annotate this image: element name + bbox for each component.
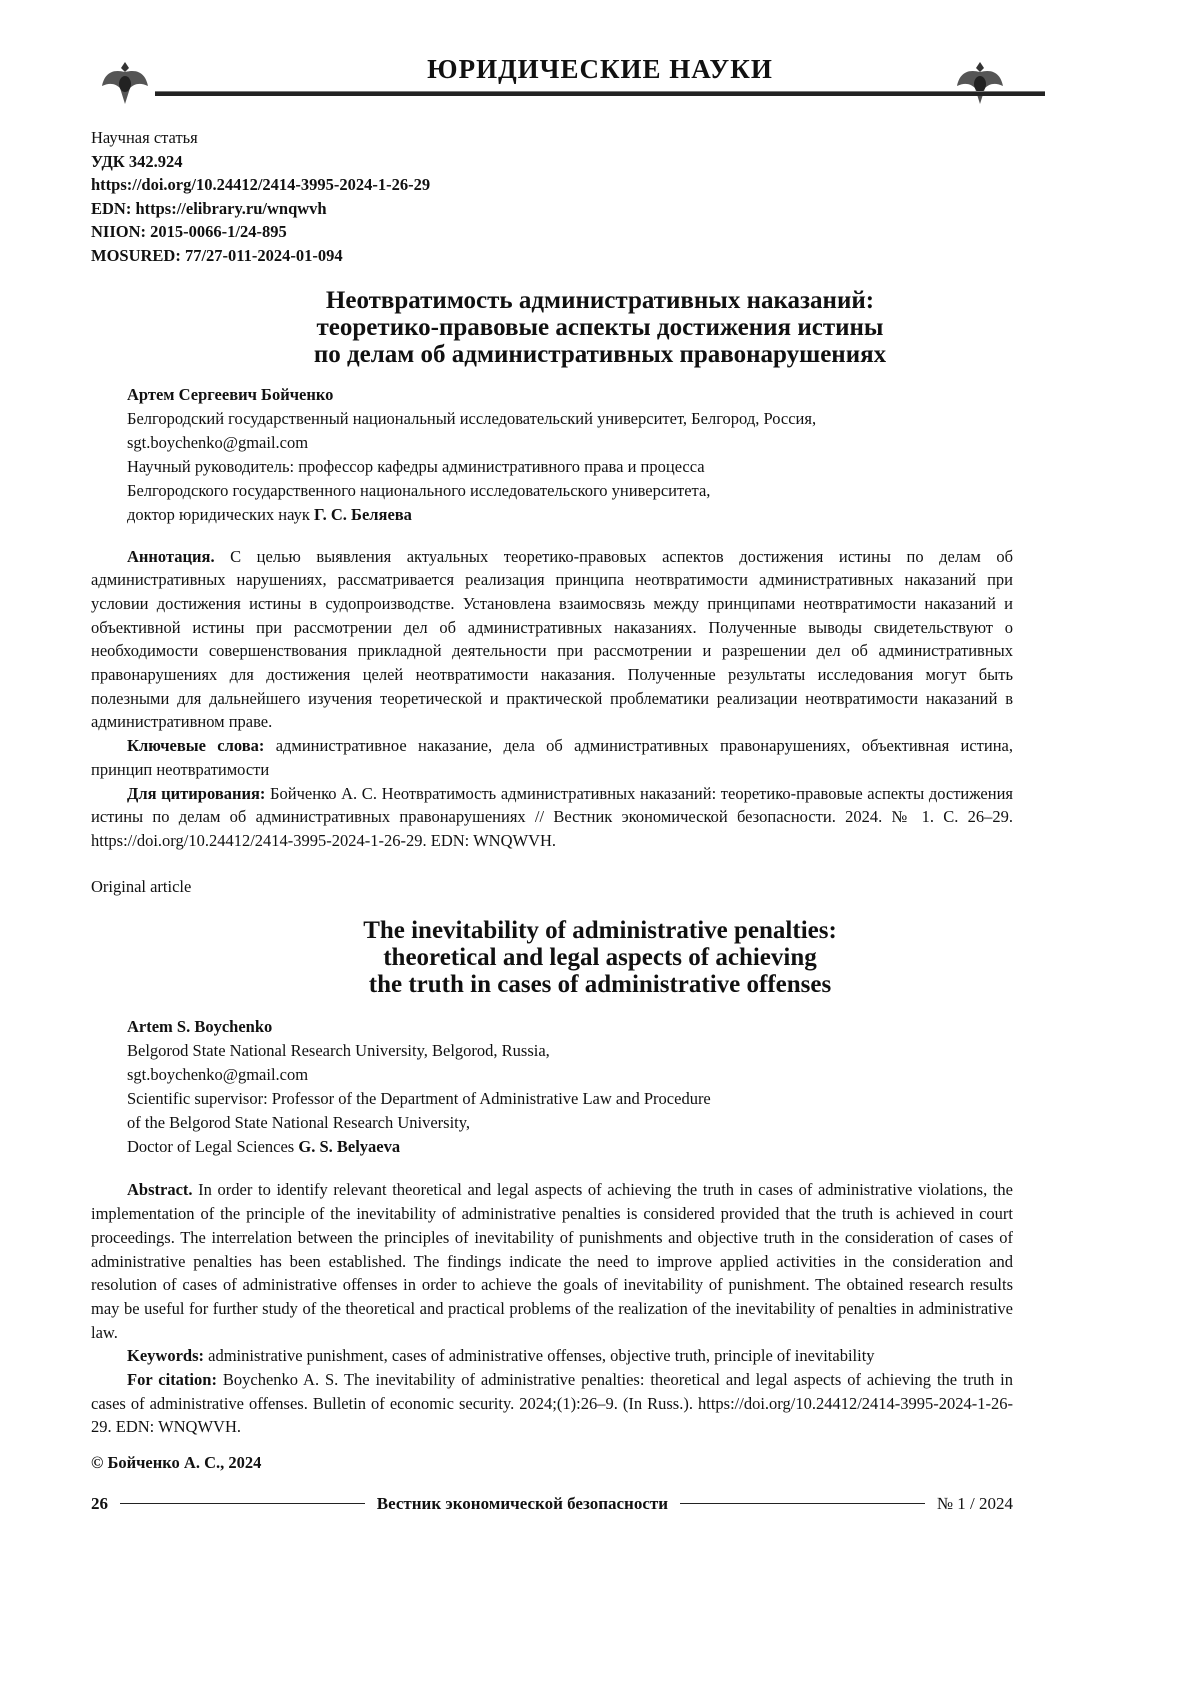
title-line: теоретико-правовые аспекты достижения истины [140,314,1060,341]
supervisor: of the Belgorod State National Research University, [127,1111,1013,1135]
keywords-label: Ключевые слова: [127,736,264,755]
en-author-block [127,1015,1013,1159]
title-line: The inevitability of administrative penalties: [140,917,1060,944]
supervisor-name: Г. С. Беляева [314,505,412,524]
citation [91,782,1013,853]
abstract [91,1178,1013,1344]
page-body [91,126,1013,1515]
title-line: по делам об административных правонарушениях [140,341,1060,368]
keywords-label: Keywords: [127,1346,204,1365]
affiliation: Belgorod State National Research University, Belgorod, Russia, [127,1039,1013,1063]
mosured: MOSURED: 77/27-011-2024-01-094 [91,244,1013,268]
journal-name: Вестник экономической безопасности [377,1493,668,1515]
supervisor-name: G. S. Belyaeva [298,1137,400,1156]
author-name: Artem S. Boychenko [127,1015,1013,1039]
title-line: Неотвратимость административных наказаний: [140,287,1060,314]
page-footer [91,1493,1013,1515]
keywords-text: administrative punishment, cases of administrative offenses, objective truth, principle of inevitability [204,1346,875,1365]
supervisor: Научный руководитель: профессор кафедры административного права и процесса [127,455,1013,479]
supervisor: доктор юридических наук [127,505,314,524]
en-title [140,917,1060,998]
title-line: theoretical and legal aspects of achieving [140,944,1060,971]
supervisor: Doctor of Legal Sciences [127,1137,298,1156]
email[interactable]: sgt.boychenko@gmail.com [127,431,1013,455]
section-title: ЮРИДИЧЕСКИЕ НАУКИ [0,54,1200,85]
article-metadata [91,126,1013,268]
abstract-text: С целью выявления актуальных теоретико-правовых аспектов достижения истины по делам об административных нарушениях, рассматривается реализация принципа неотвратимости административных наказаний при условии достижения истины в судопроизводстве. Установлена взаимосвязь между принципами неотвратимости наказаний и объективной истины при рассмотрении дел об административных наказаниях. Полученные выводы свидетельствуют о необходимости совершенствования прикладной деятельности при рассмотрении и разрешении дел об административных правонарушениях для достижения целей неотвратимости наказания. Полученные результаты исследования могут быть полезными для дальнейшего изучения теоретической и практической проблематики реализации неотвратимости наказаний в административном праве. [91,547,1013,732]
citation-text: Boychenko A. S. The inevitability of administrative penalties: theoretical and legal aspects of achieving the truth in cases of administrative offenses. Bulletin of economic security. 2024;(1):26–9. (In Russ.). https://doi.org/10.24412/2414-3995-2024-1-26-29. EDN: WNQWVH. [91,1370,1013,1436]
ru-title [140,287,1060,368]
doi-link[interactable]: https://doi.org/10.24412/2414-3995-2024-1-26-29 [91,173,1013,197]
page-number: 26 [91,1493,108,1515]
footer-rule [680,1503,925,1504]
abstract-label: Аннотация. [127,547,215,566]
title-line: the truth in cases of administrative offenses [140,971,1060,998]
footer-rule [120,1503,365,1504]
abstract [91,545,1013,735]
citation-label: For citation: [127,1370,217,1389]
email[interactable]: sgt.boychenko@gmail.com [127,1063,1013,1087]
keywords [91,1344,1013,1368]
issue-number: № 1 / 2024 [937,1493,1013,1515]
keywords-text: административное наказание, дела об административных правонарушениях, объективная истина, принцип неотвратимости [91,736,1013,779]
en-abstract-section [91,1178,1013,1439]
ru-author-block [127,383,1013,527]
abstract-label: Abstract. [127,1180,193,1199]
supervisor: Scientific supervisor: Professor of the Department of Administrative Law and Procedure [127,1087,1013,1111]
supervisor: Белгородского государственного национального исследовательского университета, [127,479,1013,503]
citation [91,1368,1013,1439]
niion: NIION: 2015-0066-1/24-895 [91,220,1013,244]
udk: УДК 342.924 [91,150,1013,174]
en-article-type: Original article [91,875,1013,899]
edn-link[interactable]: EDN: https://elibrary.ru/wnqwvh [91,197,1013,221]
citation-label: Для цитирования: [127,784,265,803]
copyright: © Бойченко А. С., 2024 [91,1451,1013,1475]
citation-text: Бойченко А. С. Неотвратимость административных наказаний: теоретико-правовые аспекты достижения истины по делам об административных правонарушениях // Вестник экономической безопасности. 2024. № 1. С. 26–29. https://doi.org/10.24412/2414-3995-2024-1-26-29. EDN: WNQWVH. [91,784,1013,850]
article-type: Научная статья [91,126,1013,150]
keywords [91,734,1013,781]
header-divider [155,91,1045,96]
affiliation: Белгородский государственный национальный исследовательский университет, Белгород, Россия, [127,407,1013,431]
ru-abstract-section [91,545,1013,853]
author-name: Артем Сергеевич Бойченко [127,383,1013,407]
abstract-text: In order to identify relevant theoretical and legal aspects of achieving the truth in cases of administrative violations, the implementation of the principle of the inevitability of administrative penalties is considered provided that the truth is achieved in court proceedings. The interrelation between the principles of inevitability of punishments and objective truth in the consideration of cases of administrative penalties has been established. The findings indicate the need to improve applied activities in the consideration and resolution of cases of administrative offenses in order to achieve the goals of inevitability of punishment. The obtained research results may be useful for further study of the theoretical and practical problems of the realization of the inevitability of penalties in administrative law. [91,1180,1013,1341]
